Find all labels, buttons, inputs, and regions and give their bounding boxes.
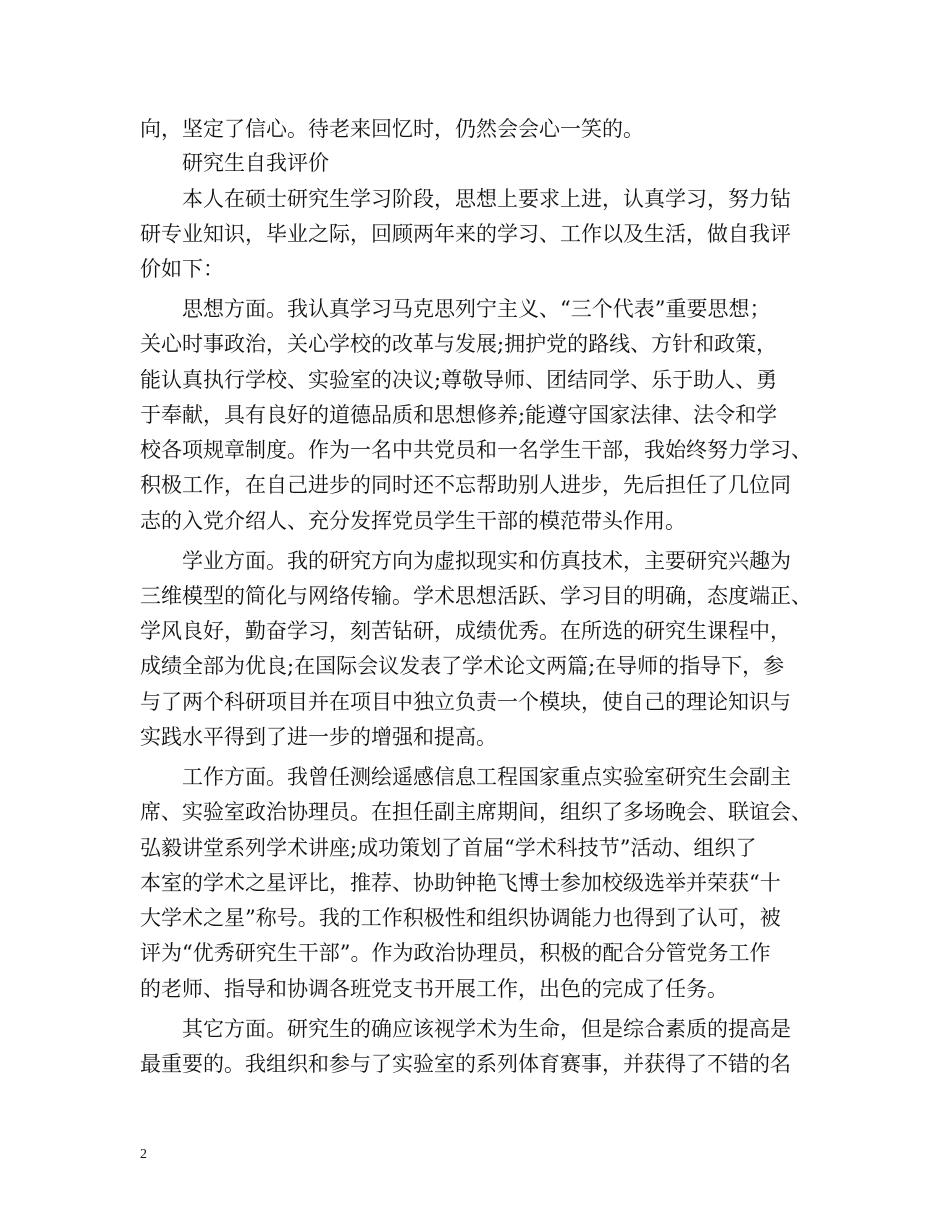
text-line: 工作方面。我曾任测绘遥感信息工程国家重点实验室研究生会副主 — [182, 765, 791, 789]
text-line: 其它方面。研究生的确应该视学术为生命，但是综合素质的提高是 — [182, 1017, 791, 1041]
text-line: 实践水平得到了进一步的增强和提高。 — [140, 725, 497, 749]
text-line: 席、实验室政治协理员。在担任副主席期间，组织了多场晚会、联谊会、 — [140, 800, 812, 824]
text-line: 弘毅讲堂系列学术讲座;成功策划了首届“学术科技节”活动、组织了 — [140, 836, 757, 860]
text-line: 思想方面。我认真学习马克思列宁主义、“三个代表”重要思想； — [182, 297, 771, 321]
text-line: 三维模型的简化与网络传输。学术思想活跃、学习目的明确，态度端正、 — [140, 584, 812, 608]
text-line: 能认真执行学校、实验室的决议;尊敬导师、团结同学、乐于助人、勇 — [140, 368, 778, 392]
text-line: 学风良好，勤奋学习，刻苦钻研，成绩优秀。在所选的研究生课程中， — [140, 619, 791, 643]
text-line: 研专业知识，毕业之际，回顾两年来的学习、工作以及生活，做自我评 — [140, 222, 791, 246]
text-line: 的老师、指导和协调各班党支书开展工作，出色的完成了任务。 — [140, 977, 728, 1001]
text-line: 校各项规章制度。作为一名中共党员和一名学生干部，我始终努力学习、 — [140, 438, 812, 462]
text-line: 成绩全部为优良;在国际会议发表了学术论文两篇;在导师的指导下，参 — [140, 654, 785, 678]
text-line: 向，坚定了信心。待老来回忆时，仍然会会心一笑的。 — [140, 117, 644, 141]
text-line: 本人在硕士研究生学习阶段，思想上要求上进，认真学习，努力钻 — [182, 187, 791, 211]
text-line: 积极工作，在自己进步的同时还不忘帮助别人进步，先后担任了几位同 — [140, 473, 791, 497]
text-line: 本室的学术之星评比，推荐、协助钟艳飞博士参加校级选举并荣获“十 — [140, 871, 781, 895]
text-line: 评为“优秀研究生干部”。作为政治协理员，积极的配合分管党务工作 — [140, 941, 771, 965]
text-line: 与了两个科研项目并在项目中独立负责一个模块，使自己的理论知识与 — [140, 690, 791, 714]
text-line: 学业方面。我的研究方向为虚拟现实和仿真技术，主要研究兴趣为 — [182, 549, 791, 573]
text-line: 于奉献，具有良好的道德品质和思想修养;能遵守国家法律、法令和学 — [140, 403, 778, 427]
text-line: 最重要的。我组织和参与了实验室的系列体育赛事，并获得了不错的名 — [140, 1052, 791, 1076]
section-title: 研究生自我评价 — [182, 151, 329, 175]
text-line: 志的入党介绍人、充分发挥党员学生干部的模范带头作用。 — [140, 509, 686, 533]
text-line: 价如下： — [140, 257, 224, 281]
text-line: 大学术之星”称号。我的工作积极性和组织协调能力也得到了认可，被 — [140, 906, 781, 930]
text-line: 关心时事政治，关心学校的改革与发展;拥护党的路线、方针和政策， — [140, 332, 778, 356]
page-number: 2 — [140, 1147, 147, 1162]
